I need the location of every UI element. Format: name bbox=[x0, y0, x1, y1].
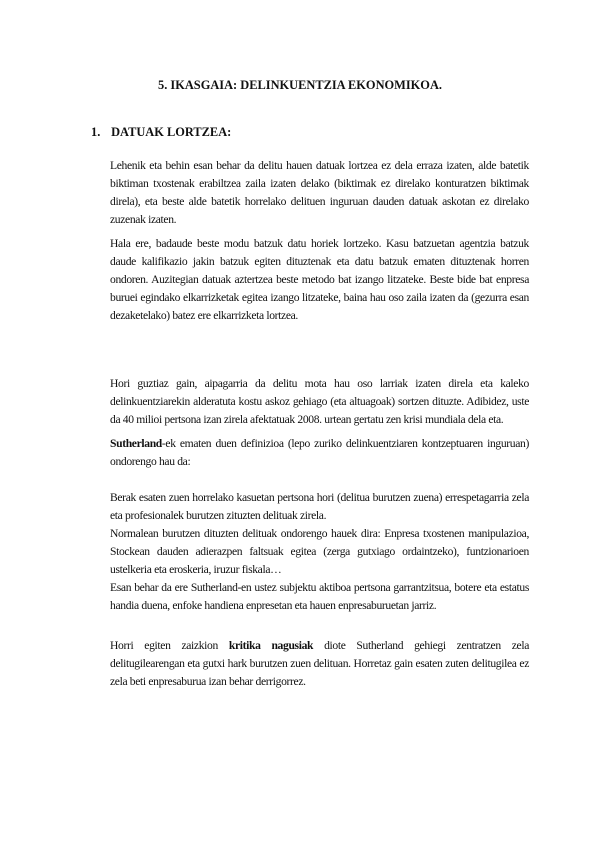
paragraph-costs bbox=[110, 375, 529, 429]
document-title: 5. IKASGAIA: DELINKUENTZIA EKONOMIKOA. bbox=[158, 78, 442, 92]
definition-line-2: Normalean burutzen dituzten delituak ondorengo hauek dira: Enpresa txostenen manipulazioa, Stockean dauden adierazpen faltsuak egitea (zerga gutxiago ordaintzeko), funtzionarioen ustelkeria eta eroskeria, iruzur fiskala… bbox=[110, 527, 529, 576]
criticism-bold: kritika nagusiak bbox=[228, 639, 314, 652]
criticism-start: Horri egiten zaizkion bbox=[110, 639, 229, 652]
definition-line-3: Esan behar da ere Sutherland-en ustez subjektu aktiboa pertsona garrantzitsua, botere eta estatus handia duena, enfoke handiena enpresetan eta hauen enpresaburuetan jarriz. bbox=[110, 581, 529, 612]
paragraph-text-rest: -ek ematen duen definizioa (lepo zuriko delinkuentziaren kontzeptuaren inguruan) ondorengo hau da: bbox=[110, 437, 529, 468]
paragraph-definition-body bbox=[110, 489, 529, 615]
paragraph-sutherland-definition bbox=[110, 435, 529, 471]
paragraph-text: Hori guztiaz gain, aipagarria da delitu mota hau oso larriak izaten direla eta kaleko delinkuentziarekin alderatuta kostu askoz gehiago (eta altuagoak) sortzen dituzte. Adibidez, uste da 40 milioi pertsona izan zirela afektatuak 2008. urtean gertatu zen krisi mundiala dela eta. bbox=[110, 377, 529, 426]
sutherland-name-bold: Sutherland bbox=[110, 437, 162, 450]
section-number: 1. bbox=[91, 125, 101, 139]
paragraph-text bbox=[110, 435, 529, 471]
paragraph-text: Lehenik eta behin esan behar da delitu hauen datuak lortzea ez dela erraza izaten, alde batetik biktiman txostenak erabiltzea zaila izaten delako (biktimak ez direlako konturatzen biktimak direla), eta beste alde batetik horrelako delituen inguruan dauden datuak askotan ez direlako zuzenak izaten. bbox=[110, 159, 529, 226]
section-heading bbox=[91, 125, 231, 140]
criticism-rest: diote Sutherland gehiegi zentratzen zela delitugilearengan eta gutxi hark burutzen zuen delituan. Horretaz gain esaten zuten delitugilea ez zela beti enpresaburua izan behar derrigorrez. bbox=[110, 639, 529, 688]
paragraph-data-methods bbox=[110, 235, 529, 325]
paragraph-text bbox=[110, 637, 529, 691]
section-title: DATUAK LORTZEA: bbox=[111, 125, 232, 139]
paragraph-criticism bbox=[110, 637, 529, 691]
definition-line-1: Berak esaten zuen horrelako kasuetan pertsona hori (delitua burutzen zuena) errespetagarria zela eta profesionalek burutzen zituzten delituak zirela. bbox=[110, 491, 529, 522]
paragraph-data-difficulty bbox=[110, 157, 529, 229]
paragraph-text: Hala ere, badaude beste modu batzuk datu horiek lortzeko. Kasu batzuetan agentzia batzuk daude kalifikazio jakin batzuk egiten dituztenak eta datu batzuk ematen dituztenak horren ondoren. Auzitegian datuak aztertzea beste metodo bat izango litzateke. Beste bide bat enpresa buruei egindako elkarrizketak egitea izango litzateke, baina hau oso zaila izaten da (gezurra esan dezaketelako) batez ere elkarrizketa lortzea. bbox=[110, 237, 529, 322]
